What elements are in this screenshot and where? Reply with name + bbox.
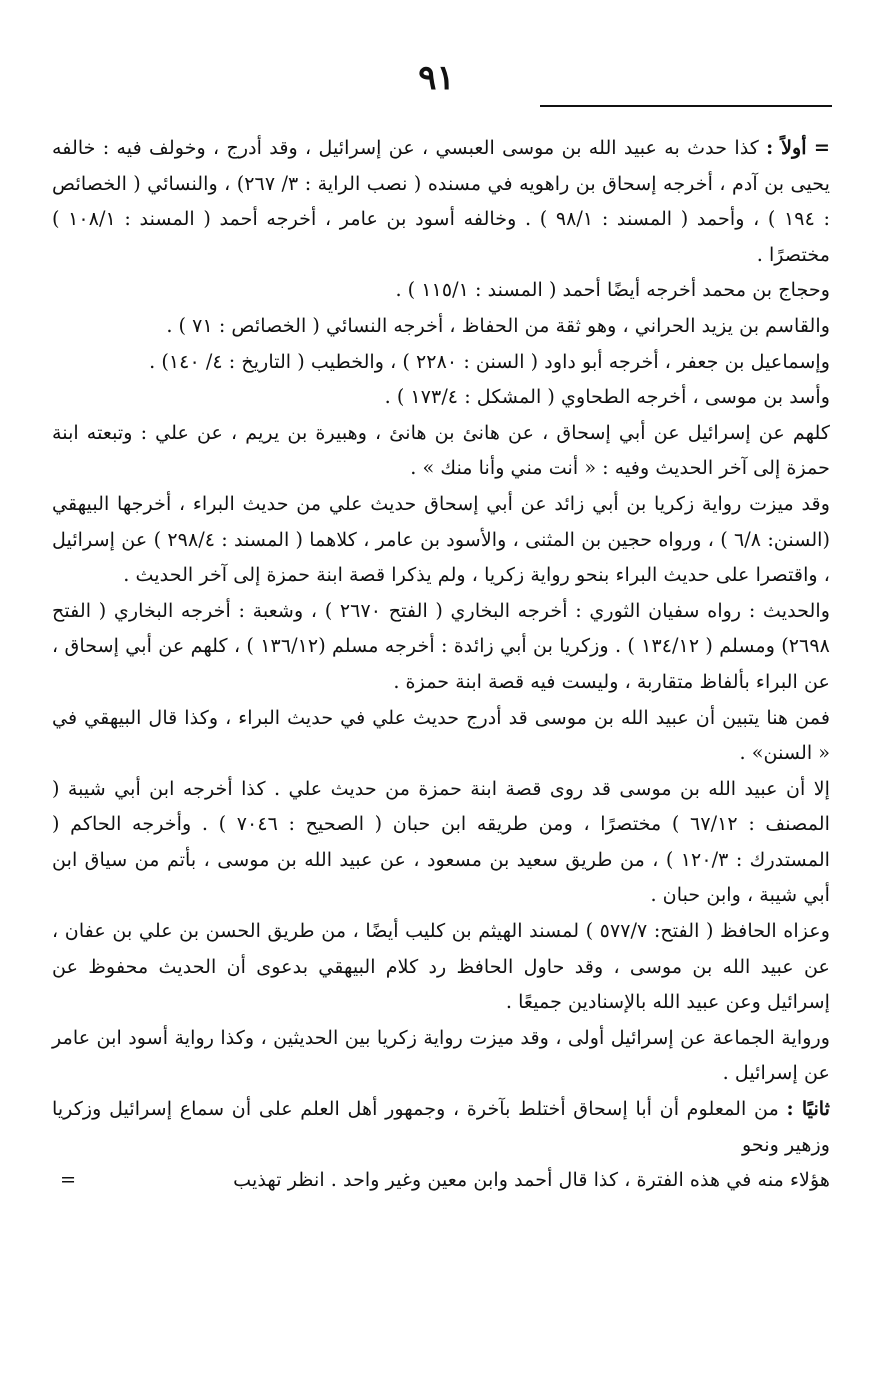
paragraph-7: وقد ميزت رواية زكريا بن أبي زائد عن أبي إسحاق حديث علي من حديث البراء ، أخرجها البيهقي (السنن: ٦/٨ ) ، ورواه حجين بن المثنى ، والأسود بن عامر ، كلاهما ( المسند : ٢٩٨/٤ ) عن إسرائيل ، واقتصرا على حديث البراء بنحو رواية زكريا ، ولم يذكرا قصة ابنة حمزة إلى آخر الحديث .: [52, 491, 830, 587]
paragraph-3: والقاسم بن يزيد الحراني ، وهو ثقة من الحفاظ ، أخرجه النسائي ( الخصائص : ٧١ ) .: [166, 313, 830, 337]
paragraph-9: فمن هنا يتبين أن عبيد الله بن موسى قد أدرج حديث علي في حديث البراء ، وكذا قال البيهقي في « السنن» .: [52, 705, 830, 765]
end-marker: =: [60, 1168, 77, 1192]
body-text: [52, 130, 830, 1198]
paragraph-5: وأسد بن موسى ، أخرجه الطحاوي ( المشكل : ١٧٣/٤ ) .: [384, 385, 830, 409]
paragraph-2: وحجاج بن محمد أخرجه أيضًا أحمد ( المسند : ١١٥/١ ) .: [395, 278, 830, 302]
page-number: ٩١: [418, 58, 455, 98]
continuation-marker: =: [813, 136, 830, 159]
paragraph-1-text: كذا حدث به عبيد الله بن موسى العبسي ، عن إسرائيل ، وقد أدرج ، وخولف فيه : خالفه يحيى بن آدم ، أخرجه إسحاق بن راهويه في مسنده ( نصب الراية : ٣/ ٢٦٧) ، والنسائي ( الخصائص : ١٩٤ ) ، وأحمد ( المسند : ٩٨/١ ) . وخالفه أسود بن عامر ، أخرجه أحمد ( المسند : ١٠٨/١ ) مختصرًا .: [52, 136, 830, 266]
paragraph-4: وإسماعيل بن جعفر ، أخرجه أبو داود ( السنن : ٢٢٨٠ ) ، والخطيب ( التاريخ : ٤/ ١٤٠) .: [149, 349, 830, 373]
paragraph-1: [52, 130, 830, 272]
paragraph-6: كلهم عن إسرائيل عن أبي إسحاق ، عن هانئ بن هانئ ، وهبيرة بن يريم ، عن علي : وتبعته ابنة حمزة إلى آخر الحديث وفيه : « أنت مني وأنا منك » .: [52, 420, 830, 480]
paragraph-14-text: هؤلاء منه في هذه الفترة ، كذا قال أحمد وابن معين وغير واحد . انظر تهذيب: [233, 1168, 830, 1192]
paragraph-12: ورواية الجماعة عن إسرائيل أولى ، وقد ميزت رواية زكريا بين الحديثين ، وكذا رواية أسود ابن عامر عن إسرائيل .: [52, 1025, 830, 1085]
paragraph-8: والحديث : رواه سفيان الثوري : أخرجه البخاري ( الفتح ٢٦٧٠ ) ، وشعبة : أخرجه البخاري ( الفتح ٢٦٩٨) ومسلم ( ١٣٤/١٢ ) . وزكريا بن أبي زائدة : أخرجه مسلم (١٣٦/١٢ ) ، كلهم عن أبي إسحاق ، عن البراء بألفاظ متقاربة ، وليست فيه قصة ابنة حمزة .: [52, 598, 830, 693]
paragraph-11: وعزاه الحافظ ( الفتح: ٥٧٧/٧ ) لمسند الهيثم بن كليب أيضًا ، من طريق الحسن بن علي بن عفان ، عن عبيد الله بن موسى ، وقد حاول الحافظ رد كلام البيهقي بدعوى أن الحديث محفوظ عن إسرائيل وعن عبيد الله بالإسنادين جميعًا .: [52, 919, 830, 1014]
paragraph-14: [52, 1162, 830, 1198]
paragraph-13: [52, 1091, 830, 1162]
paragraph-13-lead: ثانيًا :: [786, 1097, 830, 1121]
header-rule: [540, 105, 832, 107]
paragraph-1-lead: أولاً :: [766, 136, 807, 159]
paragraph-13-text: من المعلوم أن أبا إسحاق أختلط بآخرة ، وجمهور أهل العلم على أن سماع إسرائيل وزكريا وزهير ونحو: [52, 1097, 830, 1156]
paragraph-10: إلا أن عبيد الله بن موسى قد روى قصة ابنة حمزة من حديث علي . كذا أخرجه ابن أبي شيبة ( المصنف : ٦٧/١٢ ) مختصرًا ، ومن طريقه ابن حبان ( الصحيح : ٧٠٤٦ ) . وأخرجه الحاكم ( المستدرك : ١٢٠/٣ ) ، من طريق سعيد بن مسعود ، عن عبيد الله بن موسى ، بأتم من سياق ابن أبي شيبة ، وابن حبان .: [52, 776, 831, 907]
